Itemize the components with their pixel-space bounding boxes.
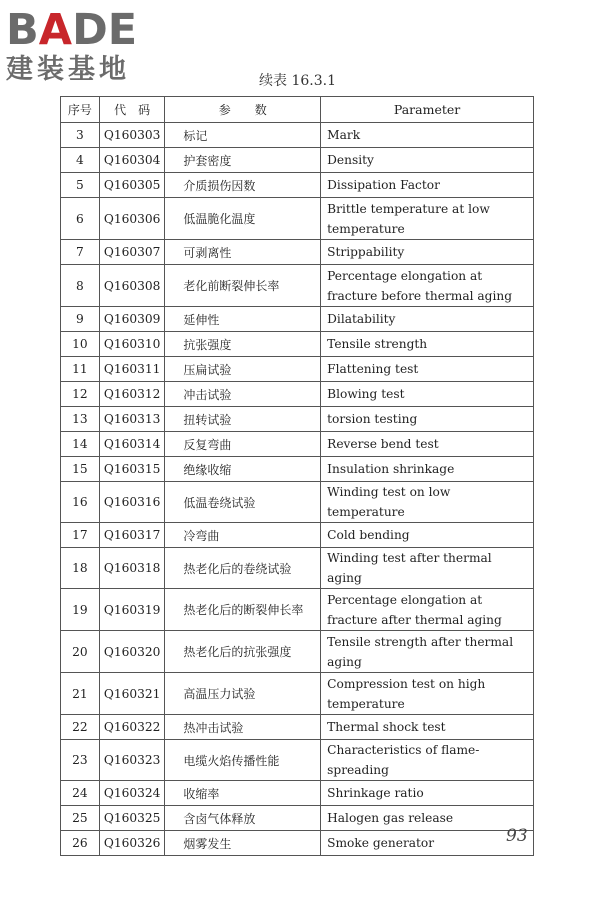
row-code: Q160318 — [99, 548, 165, 589]
row-code: Q160303 — [99, 123, 165, 148]
row-number: 17 — [61, 523, 100, 548]
row-parameter-en: Percentage elongation at fracture before thermal aging — [321, 265, 534, 307]
row-code: Q160314 — [99, 432, 165, 457]
row-parameter-en: Density — [321, 148, 534, 173]
row-code: Q160306 — [99, 198, 165, 240]
table-row — [61, 432, 534, 457]
row-parameter-en: Mark — [321, 123, 534, 148]
row-parameter-en: torsion testing — [321, 407, 534, 432]
row-number: 26 — [61, 831, 100, 856]
row-parameter-cn: 低温卷绕试验 — [165, 482, 321, 523]
header-no: 序号 — [61, 97, 100, 123]
row-code: Q160308 — [99, 265, 165, 307]
row-number: 23 — [61, 740, 100, 781]
table-row — [61, 523, 534, 548]
row-number: 16 — [61, 482, 100, 523]
row-parameter-cn: 介质损伤因数 — [165, 173, 321, 198]
row-number: 3 — [61, 123, 100, 148]
row-parameter-en: Shrinkage ratio — [321, 781, 534, 806]
row-number: 24 — [61, 781, 100, 806]
row-number: 8 — [61, 265, 100, 307]
row-code: Q160305 — [99, 173, 165, 198]
row-parameter-cn: 压扁试验 — [165, 357, 321, 382]
row-parameter-cn: 热老化后的抗张强度 — [165, 631, 321, 673]
row-parameter-cn: 老化前断裂伸长率 — [165, 265, 321, 307]
row-parameter-en: Cold bending — [321, 523, 534, 548]
table-row — [61, 382, 534, 407]
row-parameter-cn: 抗张强度 — [165, 332, 321, 357]
row-code: Q160304 — [99, 148, 165, 173]
brand-logo — [6, 5, 176, 86]
row-parameter-en: Smoke generator — [321, 831, 534, 856]
row-code: Q160317 — [99, 523, 165, 548]
row-code: Q160315 — [99, 457, 165, 482]
table-row — [61, 740, 534, 781]
row-parameter-en: Dilatability — [321, 307, 534, 332]
row-number: 12 — [61, 382, 100, 407]
header-parameter-en: Parameter — [321, 97, 534, 123]
row-code: Q160312 — [99, 382, 165, 407]
row-parameter-en: Winding test on low temperature — [321, 482, 534, 523]
row-parameter-cn: 绝缘收缩 — [165, 457, 321, 482]
table-row — [61, 198, 534, 240]
row-code: Q160326 — [99, 831, 165, 856]
logo-subtitle: 建装基地 — [6, 54, 130, 85]
row-number: 4 — [61, 148, 100, 173]
row-parameter-cn: 标记 — [165, 123, 321, 148]
row-parameter-en: Characteristics of flame-spreading — [321, 740, 534, 781]
table-title: 续表 16.3.1 — [259, 73, 336, 89]
table-row — [61, 781, 534, 806]
row-parameter-en: Blowing test — [321, 382, 534, 407]
row-code: Q160316 — [99, 482, 165, 523]
row-parameter-en: Tensile strength — [321, 332, 534, 357]
table-row — [61, 457, 534, 482]
table-row — [61, 357, 534, 382]
page-number: 93 — [506, 826, 528, 846]
row-number: 20 — [61, 631, 100, 673]
row-parameter-cn: 冲击试验 — [165, 382, 321, 407]
row-parameter-cn: 可剥离性 — [165, 240, 321, 265]
row-parameter-cn: 冷弯曲 — [165, 523, 321, 548]
table-row — [61, 307, 534, 332]
row-parameter-cn: 反复弯曲 — [165, 432, 321, 457]
table-row — [61, 631, 534, 673]
row-parameter-cn: 高温压力试验 — [165, 673, 321, 715]
row-parameter-cn: 热老化后的卷绕试验 — [165, 548, 321, 589]
row-parameter-cn: 含卤气体释放 — [165, 806, 321, 831]
row-code: Q160310 — [99, 332, 165, 357]
row-parameter-en: Reverse bend test — [321, 432, 534, 457]
table-row — [61, 806, 534, 831]
table-row — [61, 589, 534, 631]
row-parameter-en: Strippability — [321, 240, 534, 265]
row-number: 11 — [61, 357, 100, 382]
table-header-row — [61, 97, 534, 123]
row-parameter-en: Winding test after thermal aging — [321, 548, 534, 589]
row-parameter-en: Brittle temperature at low temperature — [321, 198, 534, 240]
row-number: 13 — [61, 407, 100, 432]
row-parameter-en: Thermal shock test — [321, 715, 534, 740]
table-row — [61, 240, 534, 265]
row-number: 6 — [61, 198, 100, 240]
header-code: 代 码 — [99, 97, 165, 123]
table-row — [61, 715, 534, 740]
row-number: 21 — [61, 673, 100, 715]
row-parameter-en: Insulation shrinkage — [321, 457, 534, 482]
table-body — [61, 123, 534, 856]
row-parameter-en: Dissipation Factor — [321, 173, 534, 198]
header-param: 参 数 — [165, 97, 321, 123]
row-code: Q160325 — [99, 806, 165, 831]
row-number: 5 — [61, 173, 100, 198]
row-parameter-en: Tensile strength after thermal aging — [321, 631, 534, 673]
row-number: 25 — [61, 806, 100, 831]
table-row — [61, 148, 534, 173]
table-row — [61, 173, 534, 198]
table-row — [61, 332, 534, 357]
table-row — [61, 548, 534, 589]
parameter-table — [60, 96, 534, 856]
row-parameter-cn: 低温脆化温度 — [165, 198, 321, 240]
table-row — [61, 407, 534, 432]
row-number: 18 — [61, 548, 100, 589]
row-code: Q160313 — [99, 407, 165, 432]
row-code: Q160323 — [99, 740, 165, 781]
row-code: Q160309 — [99, 307, 165, 332]
row-parameter-en: Percentage elongation at fracture after thermal aging — [321, 589, 534, 631]
row-number: 7 — [61, 240, 100, 265]
row-parameter-cn: 烟雾发生 — [165, 831, 321, 856]
row-code: Q160322 — [99, 715, 165, 740]
row-parameter-cn: 热老化后的断裂伸长率 — [165, 589, 321, 631]
table-row — [61, 123, 534, 148]
row-number: 10 — [61, 332, 100, 357]
row-code: Q160320 — [99, 631, 165, 673]
row-parameter-cn: 热冲击试验 — [165, 715, 321, 740]
row-parameter-en: Halogen gas release — [321, 806, 534, 831]
logo-wordmark: BADE — [6, 5, 138, 55]
row-number: 9 — [61, 307, 100, 332]
row-parameter-cn: 延伸性 — [165, 307, 321, 332]
row-parameter-cn: 护套密度 — [165, 148, 321, 173]
row-number: 14 — [61, 432, 100, 457]
row-code: Q160324 — [99, 781, 165, 806]
row-parameter-en: Compression test on high temperature — [321, 673, 534, 715]
row-parameter-cn: 电缆火焰传播性能 — [165, 740, 321, 781]
row-code: Q160321 — [99, 673, 165, 715]
row-code: Q160311 — [99, 357, 165, 382]
row-number: 19 — [61, 589, 100, 631]
row-code: Q160319 — [99, 589, 165, 631]
row-number: 15 — [61, 457, 100, 482]
table-row — [61, 265, 534, 307]
row-code: Q160307 — [99, 240, 165, 265]
row-parameter-cn: 扭转试验 — [165, 407, 321, 432]
table-row — [61, 673, 534, 715]
table-row — [61, 482, 534, 523]
row-parameter-en: Flattening test — [321, 357, 534, 382]
row-parameter-cn: 收缩率 — [165, 781, 321, 806]
table-row — [61, 831, 534, 856]
row-number: 22 — [61, 715, 100, 740]
